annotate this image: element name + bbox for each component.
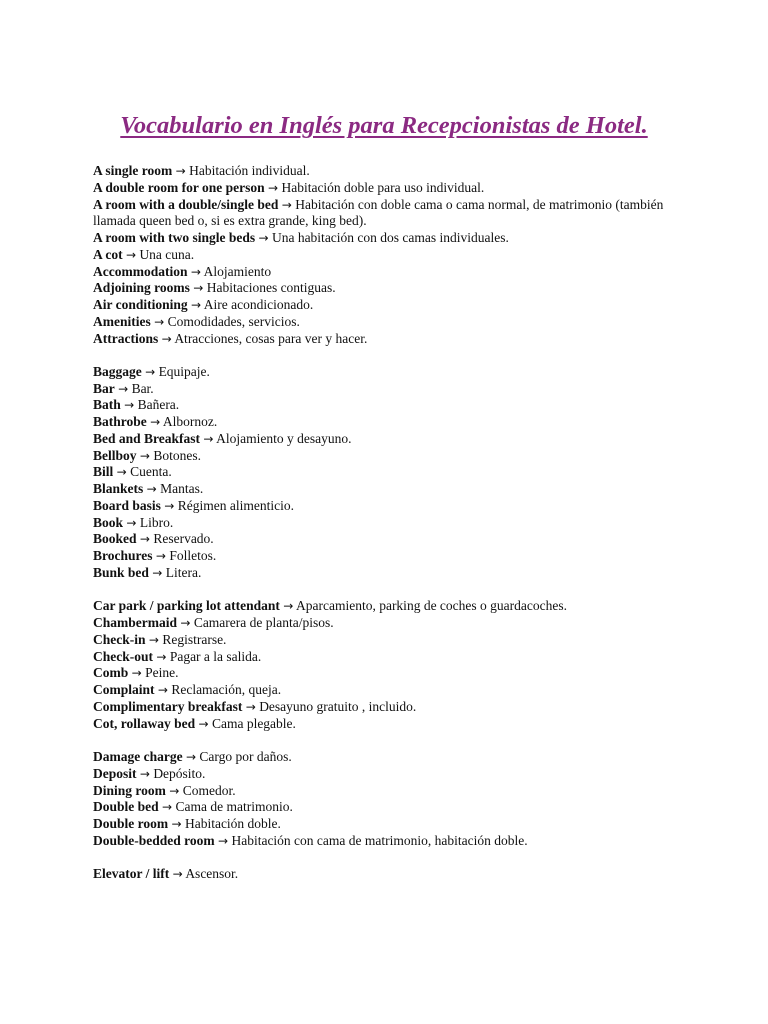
entry-definition: Bañera. bbox=[137, 397, 180, 413]
vocabulary-group bbox=[93, 598, 693, 732]
entry-definition: Mantas. bbox=[160, 481, 204, 497]
arrow-icon: → bbox=[155, 549, 166, 564]
vocabulary-entry bbox=[93, 783, 693, 800]
entry-definition: Alojamiento y desayuno. bbox=[216, 430, 352, 446]
arrow-icon: → bbox=[126, 515, 137, 530]
arrow-icon: → bbox=[169, 783, 180, 798]
vocabulary-entry bbox=[93, 464, 693, 481]
arrow-icon: → bbox=[258, 231, 269, 245]
arrow-icon: → bbox=[198, 716, 209, 731]
vocabulary-entry bbox=[93, 280, 693, 297]
entry-term: Check-in bbox=[93, 631, 146, 647]
entry-term: Elevator / lift bbox=[93, 866, 170, 882]
entry-definition: Depósito. bbox=[153, 765, 206, 781]
vocabulary-entry bbox=[93, 230, 693, 247]
entry-definition: Desayuno gratuito , incluido. bbox=[259, 698, 417, 714]
entry-term: A cot bbox=[93, 246, 123, 262]
entry-term: Bellboy bbox=[93, 447, 137, 463]
arrow-icon: → bbox=[156, 649, 167, 664]
arrow-icon: → bbox=[124, 398, 135, 413]
vocabulary-entry bbox=[93, 264, 693, 281]
page-title: Vocabulario en Inglés para Recepcionistas de Hotel. bbox=[120, 112, 648, 139]
entry-term: Car park / parking lot attendant bbox=[93, 598, 280, 614]
entry-definition: Régimen alimenticio. bbox=[177, 497, 294, 513]
vocabulary-entry bbox=[93, 749, 693, 766]
arrow-icon: → bbox=[139, 532, 150, 547]
entry-definition: Equipaje. bbox=[158, 363, 210, 379]
vocabulary-entry bbox=[93, 615, 693, 632]
arrow-icon: → bbox=[171, 817, 182, 832]
arrow-icon: → bbox=[154, 314, 165, 329]
vocabulary-entry bbox=[93, 331, 693, 348]
entry-definition: Pagar a la salida. bbox=[169, 648, 262, 664]
entry-term: Deposit bbox=[93, 765, 137, 781]
arrow-icon: → bbox=[281, 197, 292, 212]
entry-term: Amenities bbox=[93, 313, 151, 329]
entry-definition: Botones. bbox=[153, 447, 201, 463]
vocabulary-entry bbox=[93, 833, 693, 850]
entry-definition: Bar. bbox=[131, 380, 154, 396]
vocabulary-entry bbox=[93, 314, 693, 331]
arrow-icon: → bbox=[145, 364, 156, 379]
arrow-icon: → bbox=[180, 616, 191, 631]
vocabulary-group bbox=[93, 866, 693, 883]
arrow-icon: → bbox=[175, 164, 186, 178]
vocabulary-entry bbox=[93, 297, 693, 314]
entry-definition: Aparcamiento, parking de coches o guardacoches. bbox=[295, 598, 567, 614]
entry-definition: Habitación individual. bbox=[189, 163, 310, 178]
vocabulary-entry bbox=[93, 682, 693, 699]
entry-term: Air conditioning bbox=[93, 297, 188, 312]
vocabulary-entry bbox=[93, 481, 693, 498]
entry-definition: Atracciones, cosas para ver y hacer. bbox=[174, 330, 368, 346]
entry-term: Bar bbox=[93, 380, 115, 396]
entry-term: Board basis bbox=[93, 497, 161, 513]
arrow-icon: → bbox=[150, 415, 161, 430]
entry-term: A double room for one person bbox=[93, 179, 265, 195]
arrow-icon: → bbox=[164, 498, 175, 513]
vocabulary-group bbox=[93, 364, 693, 582]
vocabulary-entry bbox=[93, 364, 693, 381]
entry-definition: Peine. bbox=[145, 665, 179, 681]
vocabulary-entry bbox=[93, 632, 693, 649]
entry-term: Booked bbox=[93, 531, 137, 547]
vocabulary-entry bbox=[93, 766, 693, 783]
arrow-icon: → bbox=[131, 666, 142, 681]
entry-definition: Albornoz. bbox=[162, 414, 218, 430]
entry-term: Complimentary breakfast bbox=[93, 698, 243, 714]
vocabulary-list bbox=[93, 163, 693, 900]
entry-definition: Camarera de planta/pisos. bbox=[193, 615, 334, 631]
entry-term: Double room bbox=[93, 816, 169, 832]
vocabulary-entry bbox=[93, 649, 693, 666]
entry-definition: Folletos. bbox=[169, 548, 217, 564]
arrow-icon: → bbox=[162, 800, 173, 815]
entry-term: Baggage bbox=[93, 363, 142, 379]
entry-definition: Registrarse. bbox=[162, 631, 227, 647]
arrow-icon: → bbox=[126, 247, 137, 262]
arrow-icon: → bbox=[139, 766, 150, 781]
entry-definition: Habitación con cama de matrimonio, habitación doble. bbox=[231, 832, 528, 848]
arrow-icon: → bbox=[245, 699, 256, 714]
entry-term: A room with two single beds bbox=[93, 230, 256, 245]
entry-definition: Habitación doble. bbox=[184, 816, 281, 832]
entry-term: Accommodation bbox=[93, 263, 188, 279]
arrow-icon: → bbox=[203, 431, 214, 446]
vocabulary-entry bbox=[93, 515, 693, 532]
arrow-icon: → bbox=[157, 683, 168, 698]
entry-definition: Libro. bbox=[139, 514, 174, 530]
entry-definition: Aire acondicionado. bbox=[203, 297, 314, 312]
entry-definition: Cargo por daños. bbox=[199, 749, 292, 765]
arrow-icon: → bbox=[116, 465, 127, 480]
entry-term: Bathrobe bbox=[93, 414, 147, 430]
entry-term: Damage charge bbox=[93, 749, 183, 765]
entry-definition: Reclamación, queja. bbox=[171, 682, 282, 698]
entry-definition: Reservado. bbox=[153, 531, 214, 547]
entry-definition: Una cuna. bbox=[139, 246, 195, 262]
entry-term: Attractions bbox=[93, 330, 159, 346]
entry-term: Bath bbox=[93, 397, 121, 413]
entry-term: Blankets bbox=[93, 481, 144, 497]
entry-definition: Cuenta. bbox=[130, 464, 172, 480]
entry-term: Double bed bbox=[93, 799, 159, 815]
vocabulary-entry bbox=[93, 866, 693, 883]
entry-definition: Una habitación con dos camas individuales. bbox=[271, 230, 509, 245]
entry-term: Cot, rollaway bed bbox=[93, 715, 196, 731]
vocabulary-entry bbox=[93, 548, 693, 565]
vocabulary-entry bbox=[93, 197, 693, 231]
arrow-icon: → bbox=[148, 632, 159, 647]
entry-term: Bill bbox=[93, 464, 114, 480]
arrow-icon: → bbox=[118, 381, 129, 396]
vocabulary-entry bbox=[93, 699, 693, 716]
vocabulary-entry bbox=[93, 716, 693, 733]
entry-term: Check-out bbox=[93, 648, 153, 664]
entry-term: Brochures bbox=[93, 548, 153, 564]
entry-term: Complaint bbox=[93, 682, 155, 698]
vocabulary-entry bbox=[93, 665, 693, 682]
entry-definition: Cama plegable. bbox=[211, 715, 296, 731]
arrow-icon: → bbox=[146, 482, 157, 497]
arrow-icon: → bbox=[218, 833, 229, 848]
arrow-icon: → bbox=[190, 264, 201, 279]
vocabulary-entry bbox=[93, 598, 693, 615]
vocabulary-entry bbox=[93, 531, 693, 548]
entry-term: Dining room bbox=[93, 782, 166, 798]
vocabulary-group bbox=[93, 749, 693, 850]
entry-term: A room with a double/single bed bbox=[93, 196, 279, 212]
entry-definition: Ascensor. bbox=[185, 866, 239, 882]
arrow-icon: → bbox=[191, 298, 202, 312]
vocabulary-entry bbox=[93, 565, 693, 582]
arrow-icon: → bbox=[268, 180, 279, 195]
entry-term: Chambermaid bbox=[93, 615, 177, 631]
entry-term: Bunk bed bbox=[93, 564, 149, 580]
vocabulary-entry bbox=[93, 816, 693, 833]
arrow-icon: → bbox=[161, 331, 172, 346]
entry-term: Double-bedded room bbox=[93, 832, 215, 848]
arrow-icon: → bbox=[139, 448, 150, 463]
entry-term: Bed and Breakfast bbox=[93, 430, 201, 446]
arrow-icon: → bbox=[172, 867, 183, 882]
entry-definition: Litera. bbox=[165, 564, 202, 580]
entry-term: Adjoining rooms bbox=[93, 280, 190, 296]
vocabulary-entry bbox=[93, 414, 693, 431]
entry-definition: Cama de matrimonio. bbox=[175, 799, 293, 815]
entry-definition: Alojamiento bbox=[203, 263, 272, 279]
arrow-icon: → bbox=[152, 565, 163, 580]
entry-term: Comb bbox=[93, 665, 129, 681]
vocabulary-entry bbox=[93, 799, 693, 816]
entry-definition: Comedor. bbox=[182, 782, 236, 798]
entry-definition: Habitación con doble cama o cama normal, de matrimonio (también llamada queen bed o, si es extra grande, king bed). bbox=[93, 196, 664, 229]
vocabulary-entry bbox=[93, 247, 693, 264]
entry-term: Book bbox=[93, 514, 124, 530]
vocabulary-entry bbox=[93, 397, 693, 414]
vocabulary-entry bbox=[93, 448, 693, 465]
arrow-icon: → bbox=[283, 599, 294, 614]
arrow-icon: → bbox=[193, 281, 204, 296]
entry-definition: Comodidades, servicios. bbox=[167, 313, 300, 329]
entry-term: A single room bbox=[93, 163, 173, 178]
entry-definition: Habitación doble para uso individual. bbox=[281, 179, 485, 195]
vocabulary-group bbox=[93, 163, 693, 347]
vocabulary-entry bbox=[93, 163, 693, 180]
vocabulary-entry bbox=[93, 498, 693, 515]
vocabulary-entry bbox=[93, 381, 693, 398]
vocabulary-entry bbox=[93, 180, 693, 197]
arrow-icon: → bbox=[185, 750, 197, 765]
entry-definition: Habitaciones contiguas. bbox=[206, 280, 336, 296]
vocabulary-entry bbox=[93, 431, 693, 448]
